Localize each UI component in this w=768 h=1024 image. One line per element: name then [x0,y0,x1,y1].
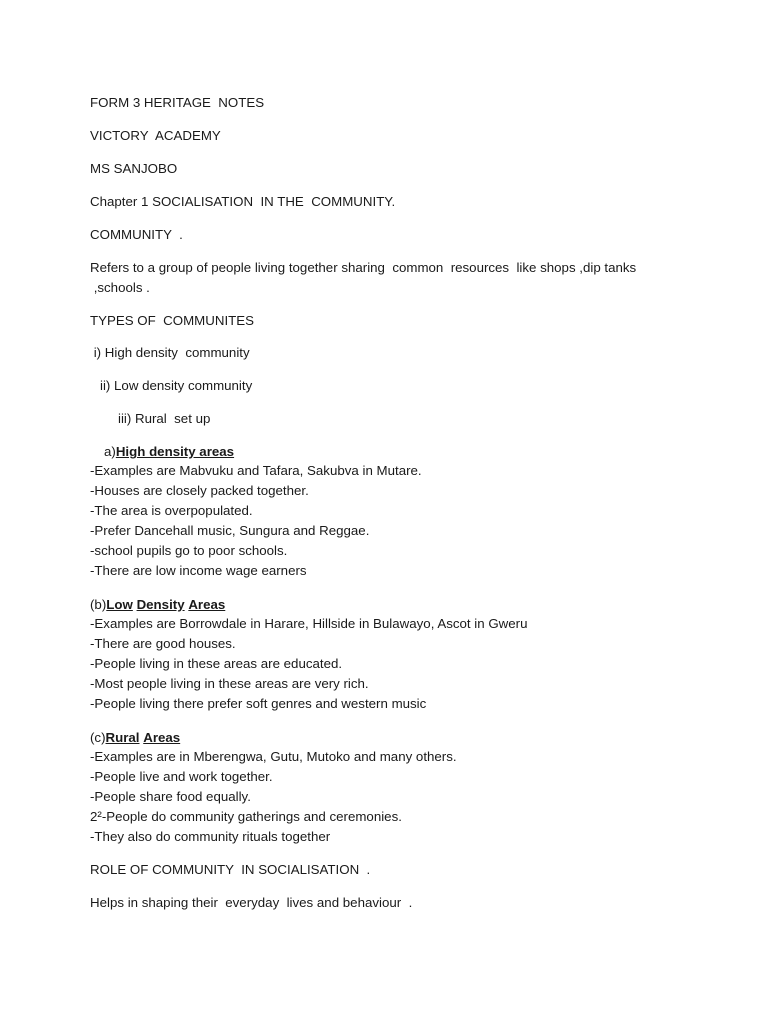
list-item: -People living there prefer soft genres and western music [90,696,427,711]
list-item: -Examples are Borrowdale in Harare, Hillside in Bulawayo, Ascot in Gweru [90,616,528,631]
school-name: VICTORY ACADEMY [90,128,221,143]
rural-title-word1: Rural [105,730,140,745]
low-density-heading [90,595,225,615]
role-heading: ROLE OF COMMUNITY IN SOCIALISATION . [90,862,371,877]
rural-points [90,747,457,847]
low-density-points [90,614,528,714]
list-item: -They also do community rituals together [90,829,331,844]
types-item-1: i) High density community [90,345,250,360]
list-item: -Prefer Dancehall music, Sungura and Reggae. [90,523,370,538]
types-item-2: ii) Low density community [100,378,253,393]
teacher-name: MS SANJOBO [90,161,178,176]
high-density-prefix: a) [104,444,116,459]
low-density-prefix: (b) [90,597,107,612]
high-density-points [90,461,422,581]
list-item: -Examples are Mabvuku and Tafara, Sakubva in Mutare. [90,463,422,478]
role-line-1: Helps in shaping their everyday lives and behaviour . [90,895,413,910]
list-item: 2²-People do community gatherings and ceremonies. [90,809,402,824]
types-item-3: iii) Rural set up [118,411,211,426]
list-item: -People live and work together. [90,769,273,784]
list-item: -Houses are closely packed together. [90,483,309,498]
rural-prefix: (c) [90,730,106,745]
community-definition-line2: ,schools . [90,280,150,295]
low-density-title-word3: Areas [188,597,226,612]
list-item: -There are good houses. [90,636,236,651]
community-definition-line1: Refers to a group of people living together sharing common resources like shops ,dip tanks [90,260,637,275]
types-heading: TYPES OF COMMUNITES [90,313,255,328]
rural-title-word2: Areas [143,730,181,745]
list-item: -The area is overpopulated. [90,503,253,518]
rural-heading [90,728,180,748]
low-density-title-word1: Low [106,597,133,612]
form-title: FORM 3 HERITAGE NOTES [90,95,265,110]
chapter-title: Chapter 1 SOCIALISATION IN THE COMMUNITY. [90,194,396,209]
list-item: -school pupils go to poor schools. [90,543,288,558]
community-heading: COMMUNITY . [90,227,183,242]
list-item: -Examples are in Mberengwa, Gutu, Mutoko and many others. [90,749,457,764]
list-item: -Most people living in these areas are very rich. [90,676,369,691]
low-density-title-word2: Density [136,597,185,612]
list-item: -There are low income wage earners [90,563,307,578]
list-item: -People share food equally. [90,789,251,804]
high-density-title: High density areas [115,444,235,459]
list-item: -People living in these areas are educated. [90,656,343,671]
high-density-heading [104,442,234,462]
